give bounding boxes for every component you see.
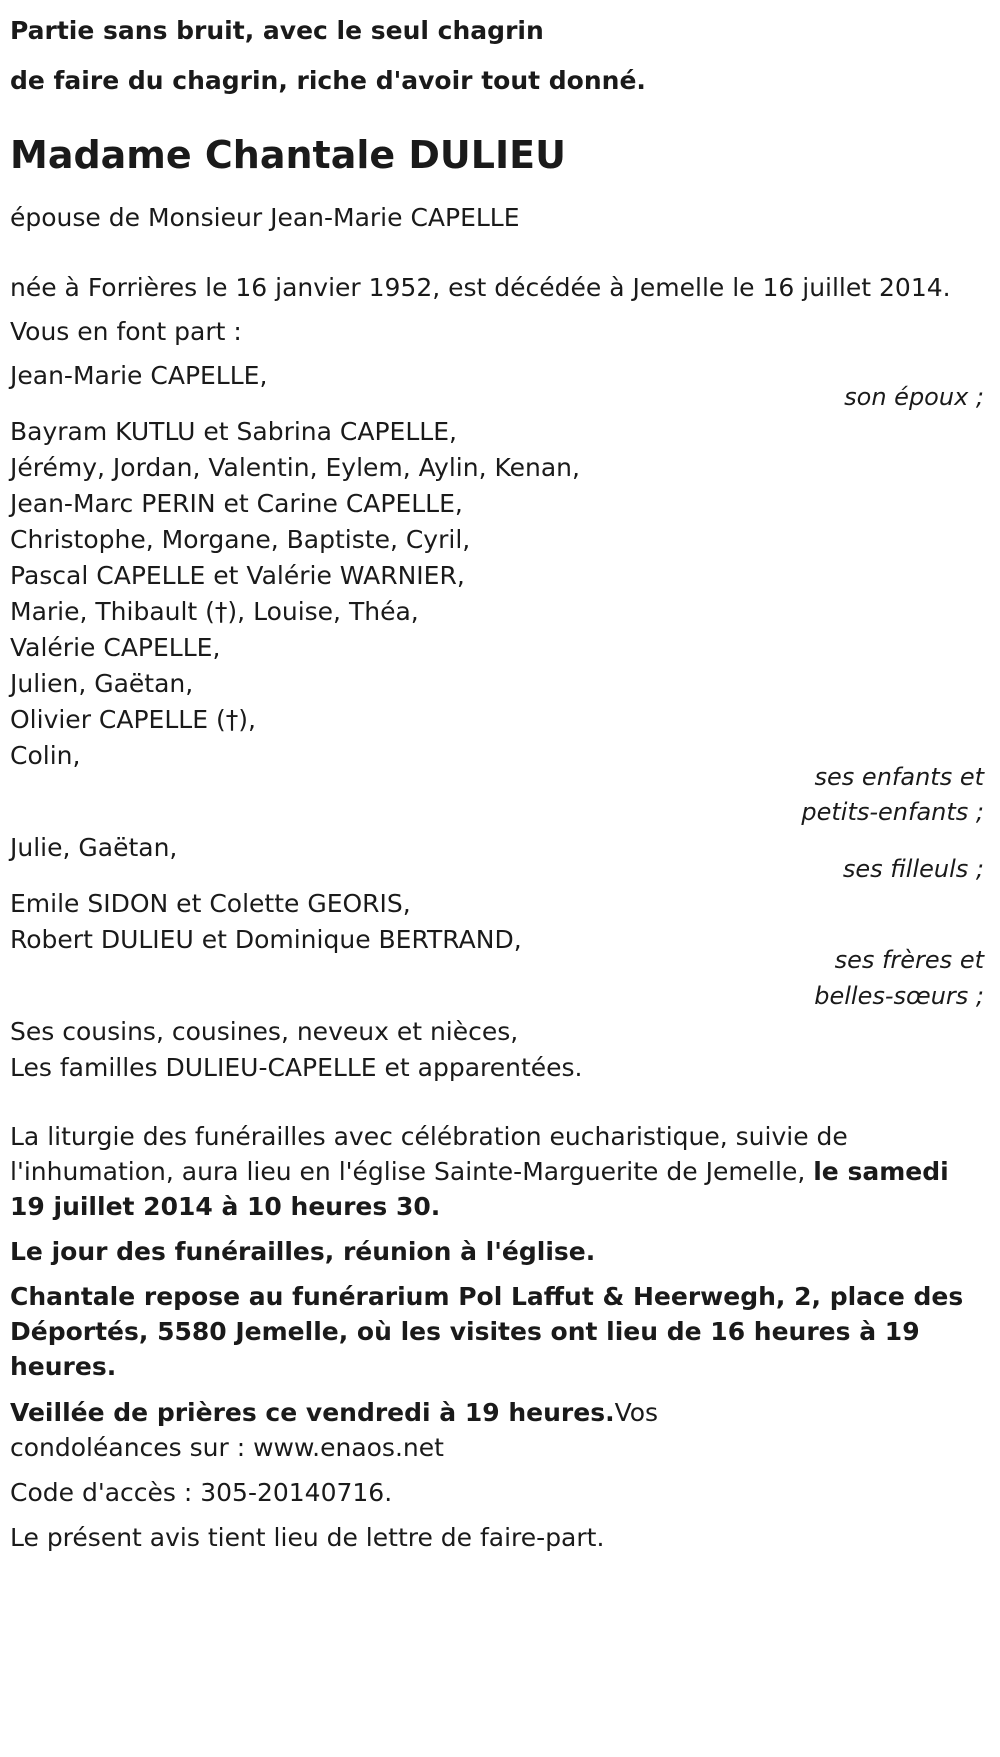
role-siblings-line-1: ses frères et — [834, 946, 984, 974]
epitaph-line-1: Partie sans bruit, avec le seul chagrin — [10, 16, 544, 45]
role-spouse: son époux ; — [844, 383, 984, 411]
family-name: Olivier CAPELLE (†), — [10, 705, 256, 734]
role-siblings-line-2: belles-sœurs ; — [814, 982, 984, 1010]
family-name: Julien, Gaëtan, — [10, 669, 194, 698]
family-name: Jean-Marie CAPELLE, — [10, 361, 268, 390]
liturgy-date: le samedi 19 juillet 2014 à 10 heures 30. — [10, 1157, 949, 1221]
spouse-line: épouse de Monsieur Jean-Marie CAPELLE — [10, 203, 520, 232]
family-name: Valérie CAPELLE, — [10, 633, 221, 662]
epitaph — [10, 6, 646, 106]
epitaph-line-2: de faire du chagrin, riche d'avoir tout donné. — [10, 66, 646, 95]
vigil-text: Veillée de prières ce vendredi à 19 heures. — [10, 1398, 615, 1427]
deceased-name: Madame Chantale DULIEU — [10, 133, 566, 177]
liturgy-paragraph — [10, 1119, 980, 1224]
family-name: Marie, Thibault (†), Louise, Théa, — [10, 597, 419, 626]
meeting-line: Le jour des funérailles, réunion à l'église. — [10, 1237, 596, 1266]
notice-line: Le présent avis tient lieu de lettre de faire-part. — [10, 1523, 605, 1552]
family-name: Bayram KUTLU et Sabrina CAPELLE, — [10, 417, 457, 446]
family-name: Pascal CAPELLE et Valérie WARNIER, — [10, 561, 465, 590]
liturgy-text: La liturgie des funérailles avec célébration eucharistique, suivie de l'inhumation, aura lieu en l'église Sainte-Marguerite de Jemelle, — [10, 1122, 848, 1186]
family-name: Jérémy, Jordan, Valentin, Eylem, Aylin, Kenan, — [10, 453, 580, 482]
family-name: Jean-Marc PERIN et Carine CAPELLE, — [10, 489, 463, 518]
family-name: Julie, Gaëtan, — [10, 833, 178, 862]
vigil-paragraph — [10, 1395, 830, 1465]
condolences-text: Vos condoléances sur : www.enaos.net — [10, 1398, 659, 1462]
family-name: Christophe, Morgane, Baptiste, Cyril, — [10, 525, 471, 554]
family-name: Robert DULIEU et Dominique BERTRAND, — [10, 925, 522, 954]
role-godchildren: ses filleuls ; — [842, 855, 984, 883]
family-others: Ses cousins, cousines, neveux et nièces, — [10, 1017, 519, 1046]
family-name: Colin, — [10, 741, 81, 770]
role-children-line-2: petits-enfants ; — [801, 798, 984, 826]
family-name: Emile SIDON et Colette GEORIS, — [10, 889, 411, 918]
rest-paragraph: Chantale repose au funérarium Pol Laffut & Heerwegh, 2, place des Déportés, 5580 Jemelle, où les visites ont lieu de 16 heures à 19 heures. — [10, 1282, 964, 1381]
family-others: Les familles DULIEU-CAPELLE et apparentées. — [10, 1053, 583, 1082]
birth-death-line: née à Forrières le 16 janvier 1952, est décédée à Jemelle le 16 juillet 2014. — [10, 273, 951, 302]
announce-line: Vous en font part : — [10, 317, 242, 346]
role-children-line-1: ses enfants et — [814, 763, 984, 791]
access-code: Code d'accès : 305-20140716. — [10, 1478, 393, 1507]
